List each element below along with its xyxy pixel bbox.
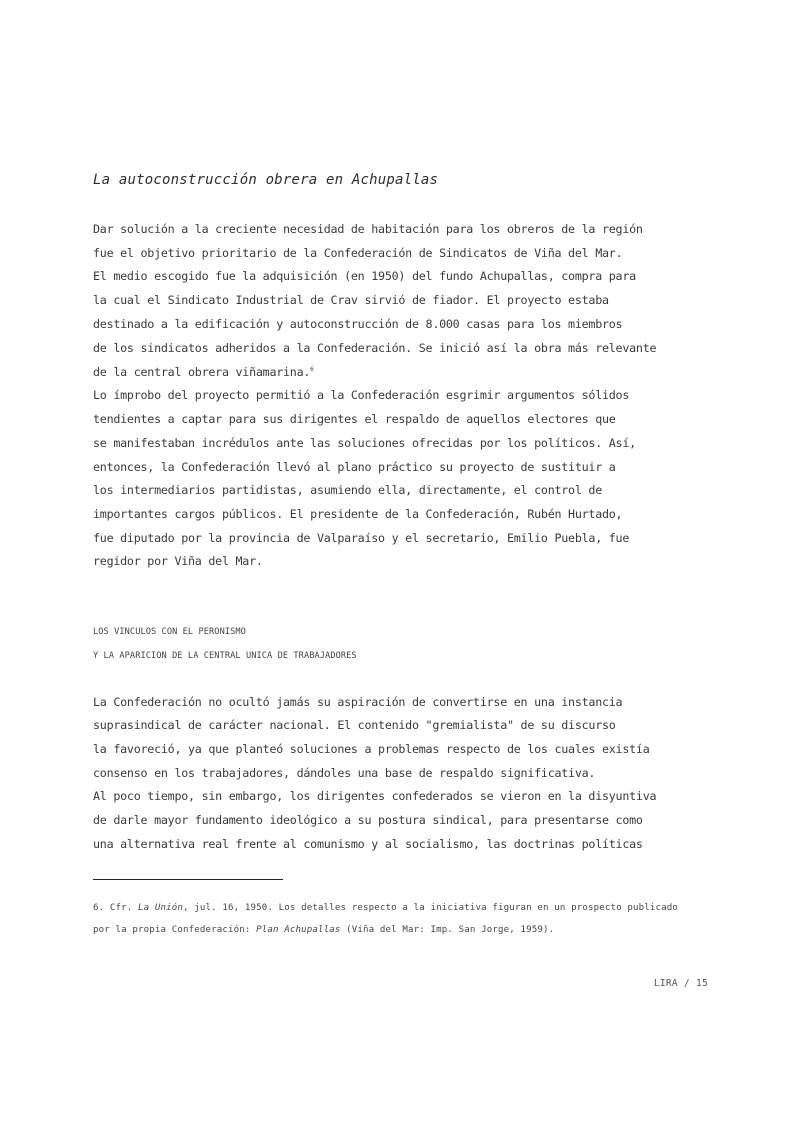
paragraph-line: Dar solución a la creciente necesidad de habitación para los obreros de la región [93,222,643,236]
paragraph-line: la cual el Sindicato Industrial de Crav sirvió de fiador. El proyecto estaba [93,293,609,307]
footnote-text: , jul. 16, 1950. Los detalles respecto a la iniciativa figuran en un prospecto publicado [183,903,678,913]
paragraph-line-with-footnote-ref [93,364,314,380]
paragraph-line: fue el objetivo prioritario de la Confederación de Sindicatos de Viña del Mar. [93,246,623,260]
footnote-reference: 6 [310,366,314,374]
paragraph-line: suprasindical de carácter nacional. El contenido "gremialista" de su discurso [93,718,616,732]
paragraph-line: fue diputado por la provincia de Valparaíso y el secretario, Emilio Puebla, fue [93,531,630,545]
footnote-line [93,924,554,936]
footnote-source-title: La Unión [138,903,183,913]
page-title: La autoconstrucción obrera en Achupallas [93,172,439,188]
paragraph-line: los intermediarios partidistas, asumiendo ella, directamente, el control de [93,483,602,497]
paragraph-line: destinado a la edificación y autoconstrucción de 8.000 casas para los miembros [93,317,623,331]
paragraph-line: entonces, la Confederación llevó al plano práctico su proyecto de sustituir a [93,460,616,474]
paragraph-line: tendientes a captar para sus dirigentes el respaldo de aquellos electores que [93,412,616,426]
paragraph-line: Lo ímprobo del proyecto permitió a la Confederación esgrimir argumentos sólidos [93,388,630,402]
footnote-text: (Viña del Mar: Imp. San Jorge, 1959). [340,925,555,935]
paragraph-line: importantes cargos públicos. El presidente de la Confederación, Rubén Hurtado, [93,507,623,521]
paragraph-line: una alternativa real frente al comunismo y al socialismo, las doctrinas políticas [93,837,643,851]
paragraph-line: El medio escogido fue la adquisición (en 1950) del fundo Achupallas, compra para [93,269,636,283]
footnote-text: 6. Cfr. [93,903,138,913]
paragraph-line: La Confederación no ocultó jamás su aspiración de convertirse en una instancia [93,695,623,709]
section-heading-line: LOS VINCULOS CON EL PERONISMO [93,627,246,637]
paragraph-line-text: de la central obrera viñamarina. [93,365,311,379]
paragraph-line: la favoreció, ya que planteó soluciones a problemas respecto de los cuales existía [93,742,650,756]
footnote-source-title: Plan Achupallas [256,925,341,935]
paragraph-line: regidor por Viña del Mar. [93,554,263,568]
paragraph-line: Al poco tiempo, sin embargo, los dirigentes confederados se vieron en la disyuntiva [93,789,657,803]
paragraph-line: de darle mayor fundamento ideológico a su postura sindical, para presentarse como [93,813,643,827]
page-number: LIRA / 15 [653,978,708,989]
paragraph-line: consenso en los trabajadores, dándoles una base de respaldo significativa. [93,766,596,780]
footnote-line [93,902,678,914]
section-heading-line: Y LA APARICION DE LA CENTRAL UNICA DE TRABAJADORES [93,651,357,661]
paragraph-line: se manifestaban incrédulos ante las soluciones ofrecidas por los políticos. Así, [93,436,636,450]
footnote-divider [93,879,283,880]
footnote-text: por la propia Confederación: [93,925,257,935]
paragraph-line: de los sindicatos adheridos a la Confederación. Se inició así la obra más relevante [93,341,657,355]
